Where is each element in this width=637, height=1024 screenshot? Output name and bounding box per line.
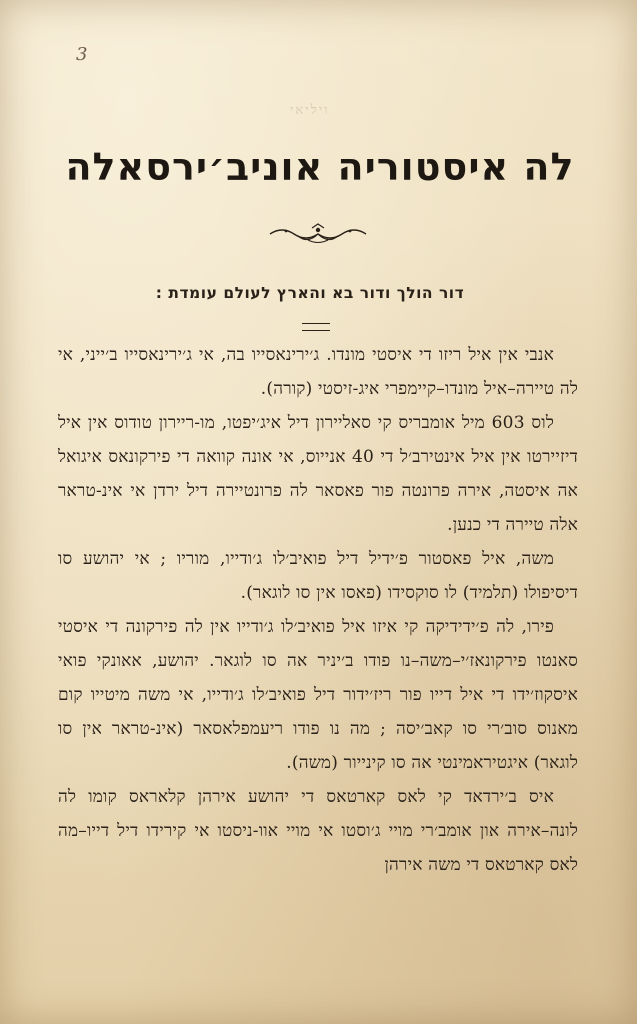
paragraph: לוס 603 מיל אומבריס קי סאליירון דיל איג׳יפטו, מו-ריירון טודוס אין איל דיזיירטו אין איל אינטירב׳ל די 40 אנייוס, אי אונה קוואה די פירקונאס איגואל אה איסטה, אירה פרונטה פור פאסאר לה פרונטיירה דיל ירדן אי אינ-טראר אלה טיירה די כנען. bbox=[58, 413, 578, 535]
body-text bbox=[58, 338, 578, 882]
bleed-through-text: ויליאי bbox=[290, 103, 330, 118]
paragraph: פירו, לה פ׳ידידיקה קי איזו איל פואיב׳לו ג׳ודייו אין לה פירקונה די איסטי סאנטו פירקונאז׳י–משה–נו פודו ב׳יניר אה סו לוגאר. יהושע, אאונקי פואי איסקוז׳ידו די איל דייו פור ריז׳ידור דיל פואיב׳לו ג׳ודייו, אי משה מיטייו קום מאנוס סוב׳רי סו קאב׳יסה ; מה נו פודו ריעמפלאסאר (אינ-טראר אין סו לוגאר) איגטיראמינטי אה סו קינייור (משה). bbox=[58, 617, 578, 773]
page-title: לה איסטוריה אוניב׳ירסאלה bbox=[65, 145, 575, 189]
paragraph: איס ב׳ירדאד קי לאס קארטאס די יהושע אירהן קלאראס קומו לה לונה–אירה און אומב׳רי מויי ג׳וסטו אי מויי אוו-ניסטו אי קירידו דיל דייו–מה לאס קארטאס די משה אירהן bbox=[58, 787, 578, 875]
paragraph: משה, איל פאסטור פ׳ידיל דיל פואיב׳לו ג׳ודייו, מוריו ; אי יהושע סו דיסיפולו (תלמיד) לו סוקסידו (פאסו אין סו לוגאר). bbox=[58, 549, 578, 603]
epigraph: דור הולך ודור בא והארץ לעולם עומדת : bbox=[155, 284, 465, 302]
page-number: 3 bbox=[76, 44, 88, 65]
double-rule-divider bbox=[302, 323, 330, 331]
paragraph: אנבי אין איל ריזו די איסטי מונדו. ג׳ירינאסייו בה, אי ג׳ירינאסייו ב׳ייני, אי לה טיירה–איל מונדו–קיימפרי איג-זיסטי (קורה). bbox=[58, 345, 578, 399]
decorative-flourish-icon bbox=[268, 222, 368, 246]
